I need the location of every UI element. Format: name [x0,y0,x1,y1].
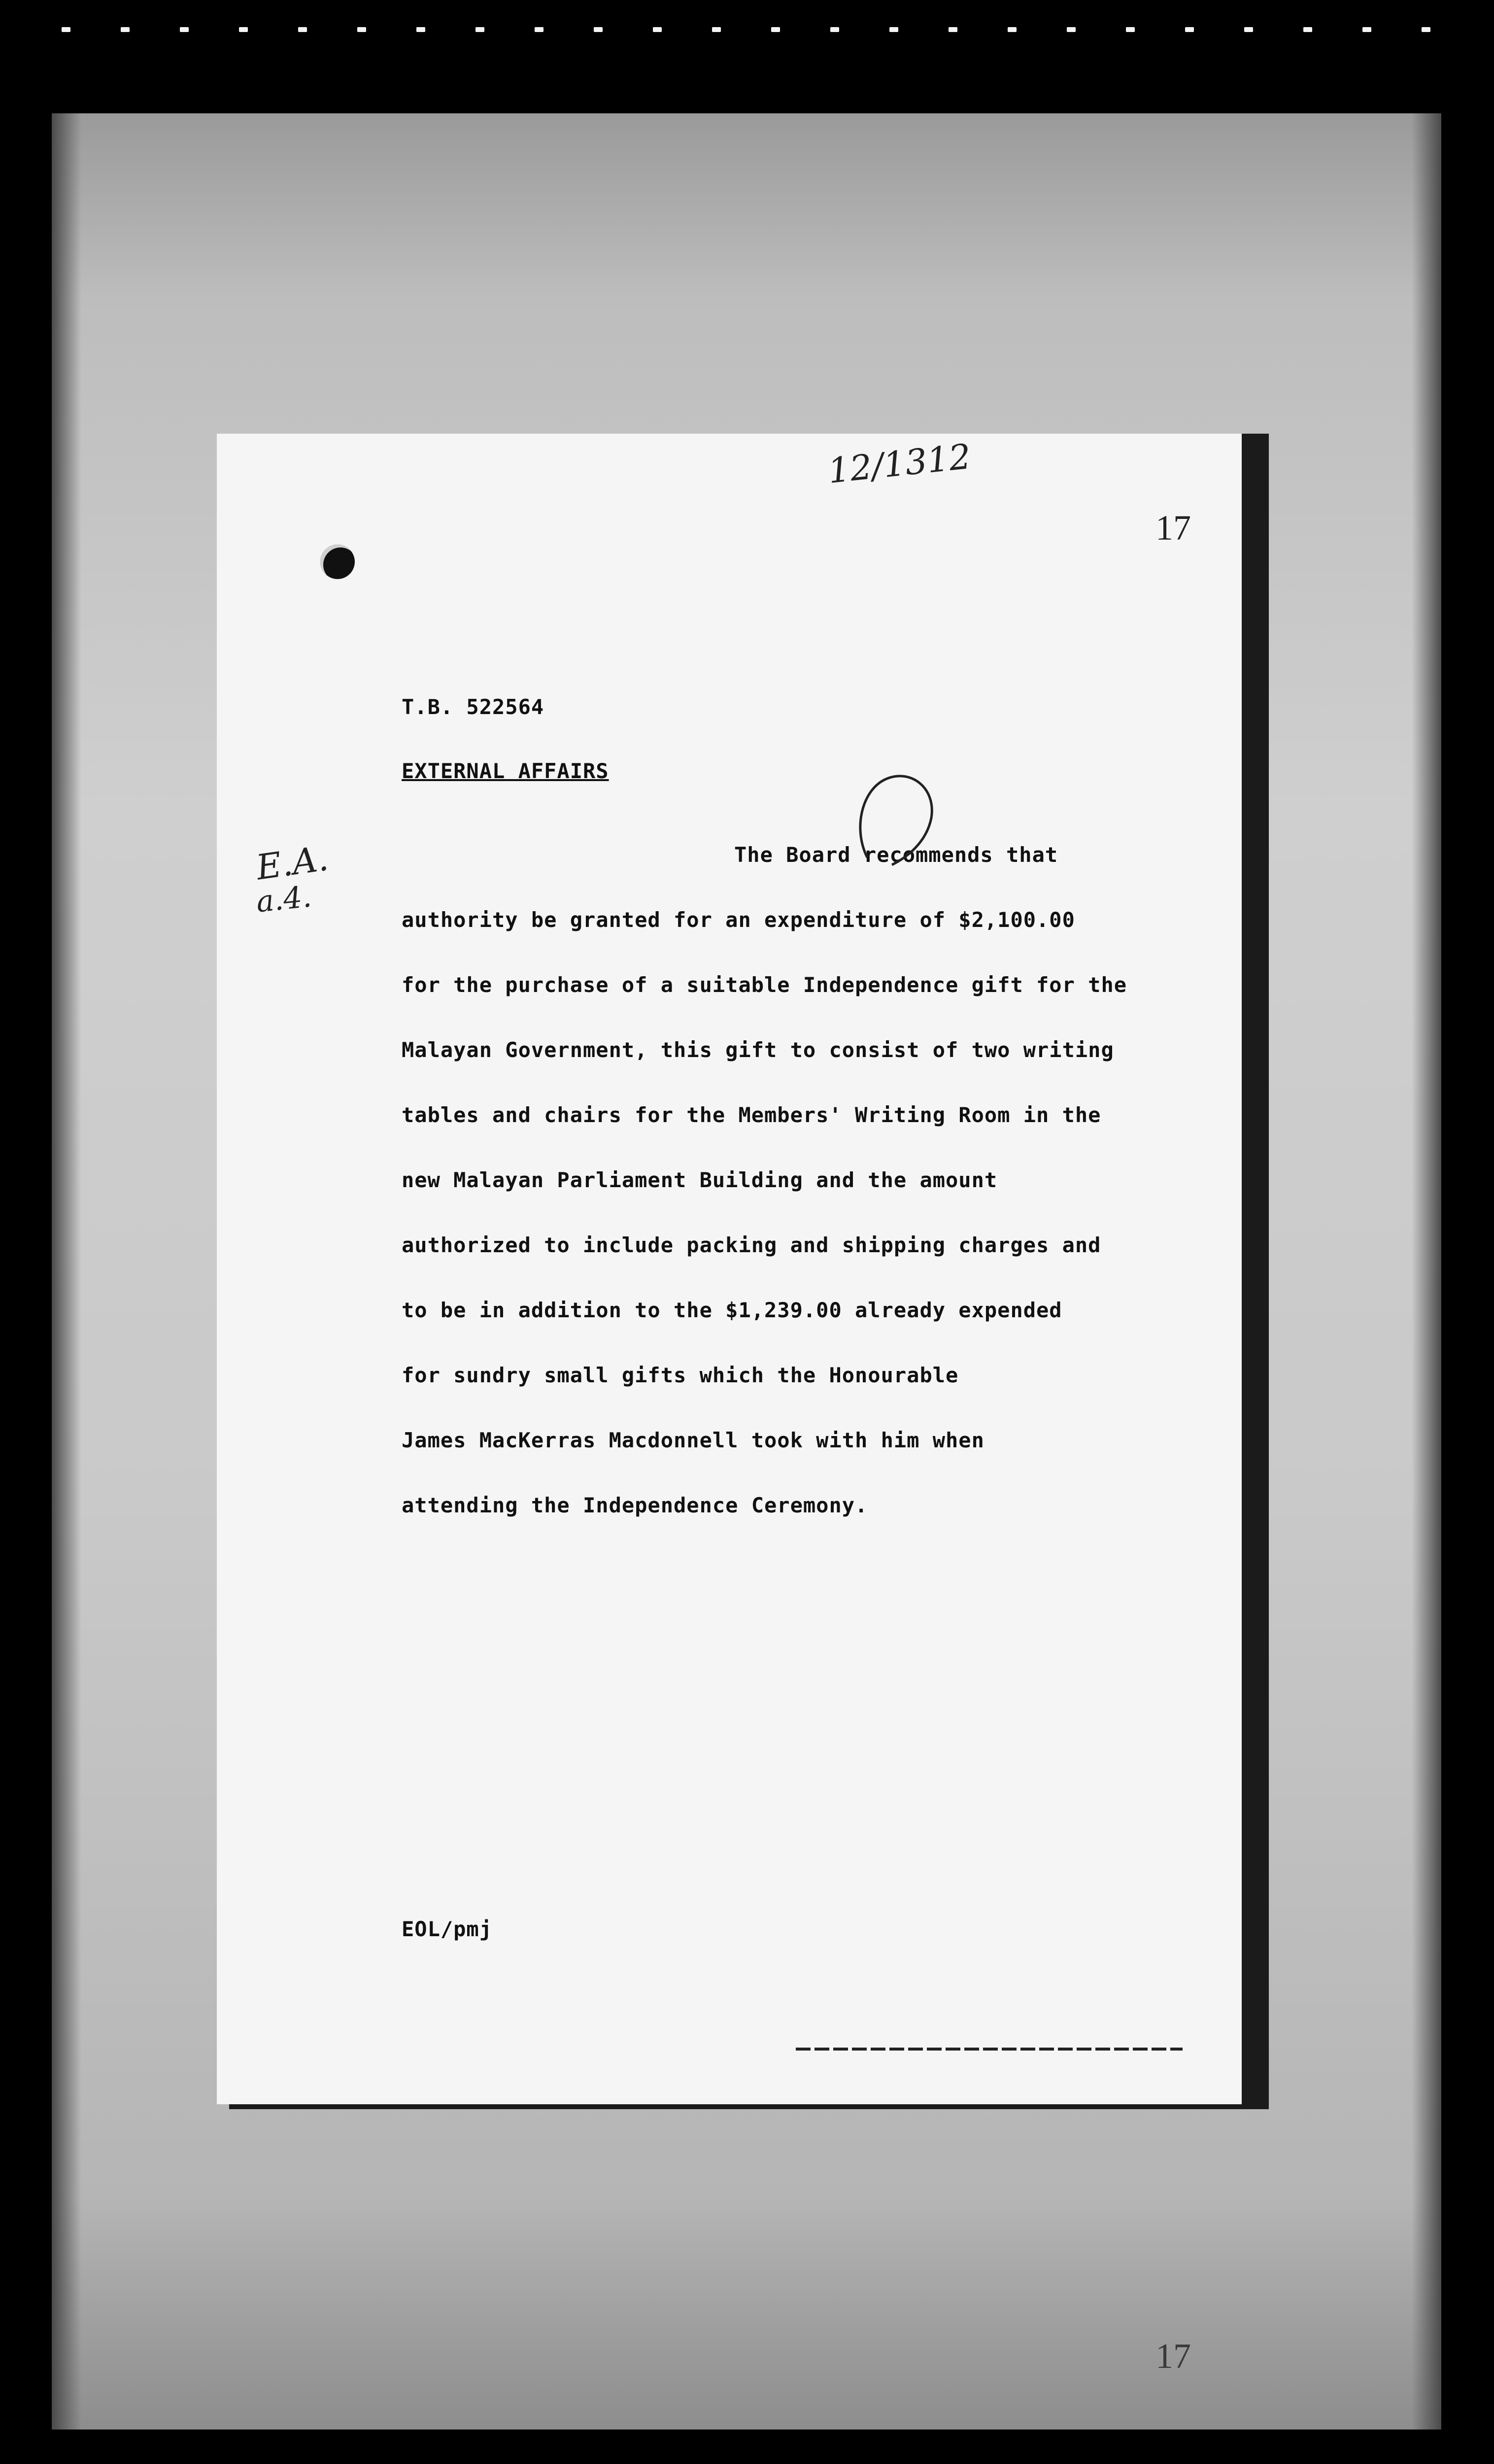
body-line: tables and chairs for the Members' Writing Room in the [402,1103,1101,1127]
body-line: new Malayan Parliament Building and the amount [402,1168,998,1192]
typist-initials: EOL/pmj [402,1917,493,1941]
body-line: for the purchase of a suitable Independence gift for the [402,973,1127,997]
body-line: authorized to include packing and shipping charges and [402,1233,1101,1257]
handwritten-mark [848,759,946,872]
body-line: to be in addition to the $1,239.00 already expended [402,1298,1062,1322]
body-line: attending the Independence Ceremony. [402,1493,868,1517]
body-line: James MacKerras Macdonnell took with him when [402,1428,985,1452]
film-edge-left [52,113,81,2430]
document-page [217,434,1242,2104]
file-number: 12/1312 [826,436,973,491]
bottom-page-number: 17 [1155,2336,1191,2376]
body-line: The Board recommends that [734,843,1058,867]
dashed-rule [796,2048,1183,2051]
page-number: 17 [1155,508,1191,548]
margin-note: E.A. [254,838,331,888]
film-edge-right [1412,113,1441,2430]
body-line: authority be granted for an expenditure of $2,100.00 [402,908,1075,932]
punch-hole [320,545,355,579]
reference-number: T.B. 522564 [402,695,544,719]
body-line: Malayan Government, this gift to consist of two writing [402,1038,1114,1062]
body-line: for sundry small gifts which the Honourable [402,1363,959,1387]
margin-note: a.4. [254,879,313,920]
heading: EXTERNAL AFFAIRS [402,759,609,783]
